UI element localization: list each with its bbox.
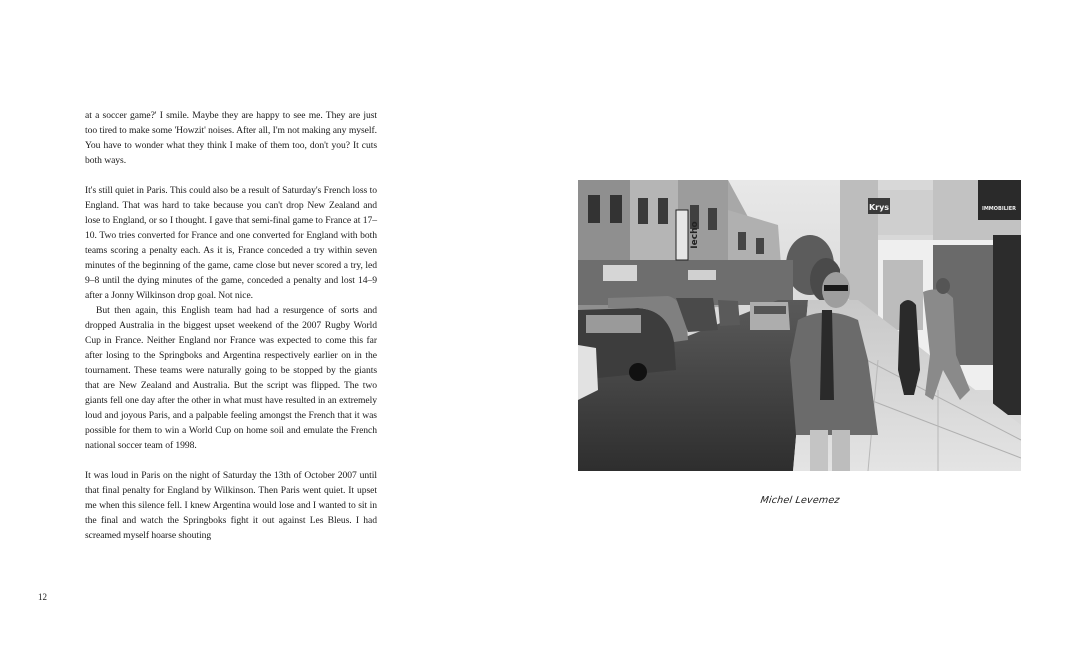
paragraph: It was loud in Paris on the night of Saturday the 13th of October 2007 until that final penalty for England by Wilkinson. Then Paris went quiet. It upset me when this silence fell. I knew Argentina would lose and I wanted to sit in the final and watch the Springboks fight it out against Les Bleus. I had screamed myself hoarse shouting [85,470,377,541]
paragraph: at a soccer game?' I smile. Maybe they are happy to see me. They are just too tired to make some 'Howzit' noises. After all, I'm not making any myself. You have to wonder what they think I make of them too, don't you? It cuts both ways. [85,110,377,166]
shop-sign-text: Iecho [690,221,700,249]
street-photo [578,180,1021,471]
body-text-column [85,108,377,543]
paragraph: It's still quiet in Paris. This could also be a result of Saturday's French loss to England. That was hard to take because you can't drop New Zealand and lose to England, or so I thought. I gave that semi-final game to France at 17–10. Two tries converted for France and one converted for England with both teams scoring a penalty each. As it is, France conceded a try within seven minutes of the beginning of the game, came close but never scored a try, led 9–8 until the dying minutes of the game, conceded a penalty and lost 14–9 after a Jonny Wilkinson drop goal. Not nice. [85,185,377,301]
photo-caption: Michel Levemez [759,495,841,506]
paragraph: But then again, this English team had had a resurgence of sorts and dropped Australia in the biggest upset weekend of the 2007 Rugby World Cup in France. Neither England nor France was expected to come this far after losing to the Springboks and Argentina respectively earlier on in the tournament. These teams were naturally going to be stopped by the giants that are New Zealand and Australia. But the script was flipped. The two giants fell one day after the other in what must have resulted in an extremely loud and joyous Paris, and a palpable feeling amongst the French that it was possible for them to win a World Cup on home soil and emulate the French national soccer team of 1998. [85,305,377,451]
agency-sign-text: IMMOBILIER [981,206,1017,212]
optician-sign-text: Krys [868,203,890,212]
page-number: 12 [38,592,47,602]
